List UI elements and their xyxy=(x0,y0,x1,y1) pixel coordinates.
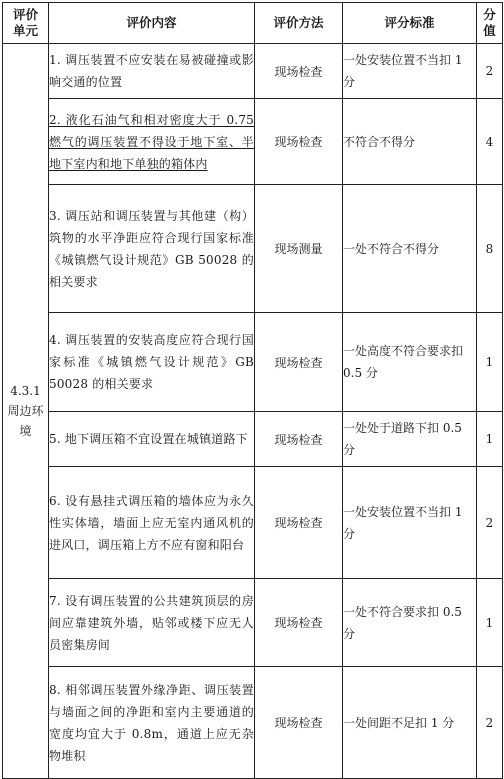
evaluation-table xyxy=(2,2,503,779)
header-standard: 评分标准 xyxy=(343,3,477,44)
row-standard: 一处间距不足扣 1 分 xyxy=(343,667,477,779)
row-score: 2 xyxy=(477,44,503,99)
row-score: 1 xyxy=(477,579,503,667)
header-content: 评价内容 xyxy=(49,3,255,44)
header-score: 分 值 xyxy=(477,3,503,44)
header-method: 评价方法 xyxy=(255,3,343,44)
table-row xyxy=(3,185,503,313)
row-content: 1. 调压装置不应安装在易被碰撞或影响交通的位置 xyxy=(49,44,255,99)
row-standard: 一处处于道路下扣 0.5 分 xyxy=(343,412,477,467)
row-standard: 不符合不得分 xyxy=(343,99,477,185)
table-row xyxy=(3,467,503,579)
row-method: 现场检查 xyxy=(255,44,343,99)
row-content: 4. 调压装置的安装高度应符合现行国家标准《城镇燃气设计规范》GB 50028 的相关要求 xyxy=(49,313,255,412)
row-standard: 一处高度不符合要求扣 0.5 分 xyxy=(343,313,477,412)
header-row xyxy=(3,3,503,44)
header-unit: 评价 单元 xyxy=(3,3,49,44)
table-row xyxy=(3,667,503,779)
row-method: 现场检查 xyxy=(255,99,343,185)
row-standard: 一处安装位置不当扣 1 分 xyxy=(343,467,477,579)
unit-name: 周边环境 xyxy=(7,404,44,438)
row-score: 8 xyxy=(477,185,503,313)
row-method: 现场检查 xyxy=(255,313,343,412)
row-standard: 一处不符合不得分 xyxy=(343,185,477,313)
table-row xyxy=(3,579,503,667)
row-standard: 一处不符合要求扣 0.5 分 xyxy=(343,579,477,667)
row-content: 2. 液化石油气和相对密度大于 0.75 燃气的调压装置不得设于地下室、半地下室内和地下单独的箱体内 xyxy=(49,99,255,185)
row-score: 4 xyxy=(477,99,503,185)
unit-cell xyxy=(3,44,49,779)
row-content: 6. 设有悬挂式调压箱的墙体应为永久性实体墙，墙面上应无室内通风机的进风口，调压箱上方不应有窗和阳台 xyxy=(49,467,255,579)
row-method: 现场检查 xyxy=(255,579,343,667)
unit-code: 4.3.1 xyxy=(10,384,41,398)
row-method: 现场检查 xyxy=(255,667,343,779)
row-score: 1 xyxy=(477,412,503,467)
table-row xyxy=(3,44,503,99)
row-content: 8. 相邻调压装置外缘净距、调压装置与墙面之间的净距和室内主要通道的宽度均宜大于 0.8m，通道上应无杂物堆积 xyxy=(49,667,255,779)
row-content: 5. 地下调压箱不宜设置在城镇道路下 xyxy=(49,412,255,467)
row-method: 现场检查 xyxy=(255,412,343,467)
table-row xyxy=(3,313,503,412)
row-method: 现场检查 xyxy=(255,467,343,579)
row-content: 7. 设有调压装置的公共建筑顶层的房间应靠建筑外墙，贴邻或楼下应无人员密集房间 xyxy=(49,579,255,667)
row-score: 2 xyxy=(477,667,503,779)
row-standard: 一处安装位置不当扣 1 分 xyxy=(343,44,477,99)
row-score: 1 xyxy=(477,313,503,412)
row-content: 3. 调压站和调压装置与其他建（构）筑物的水平净距应符合现行国家标准《城镇燃气设计规范》GB 50028 的相关要求 xyxy=(49,185,255,313)
table-row xyxy=(3,99,503,185)
table-row xyxy=(3,412,503,467)
row-method: 现场测量 xyxy=(255,185,343,313)
row-score: 2 xyxy=(477,467,503,579)
